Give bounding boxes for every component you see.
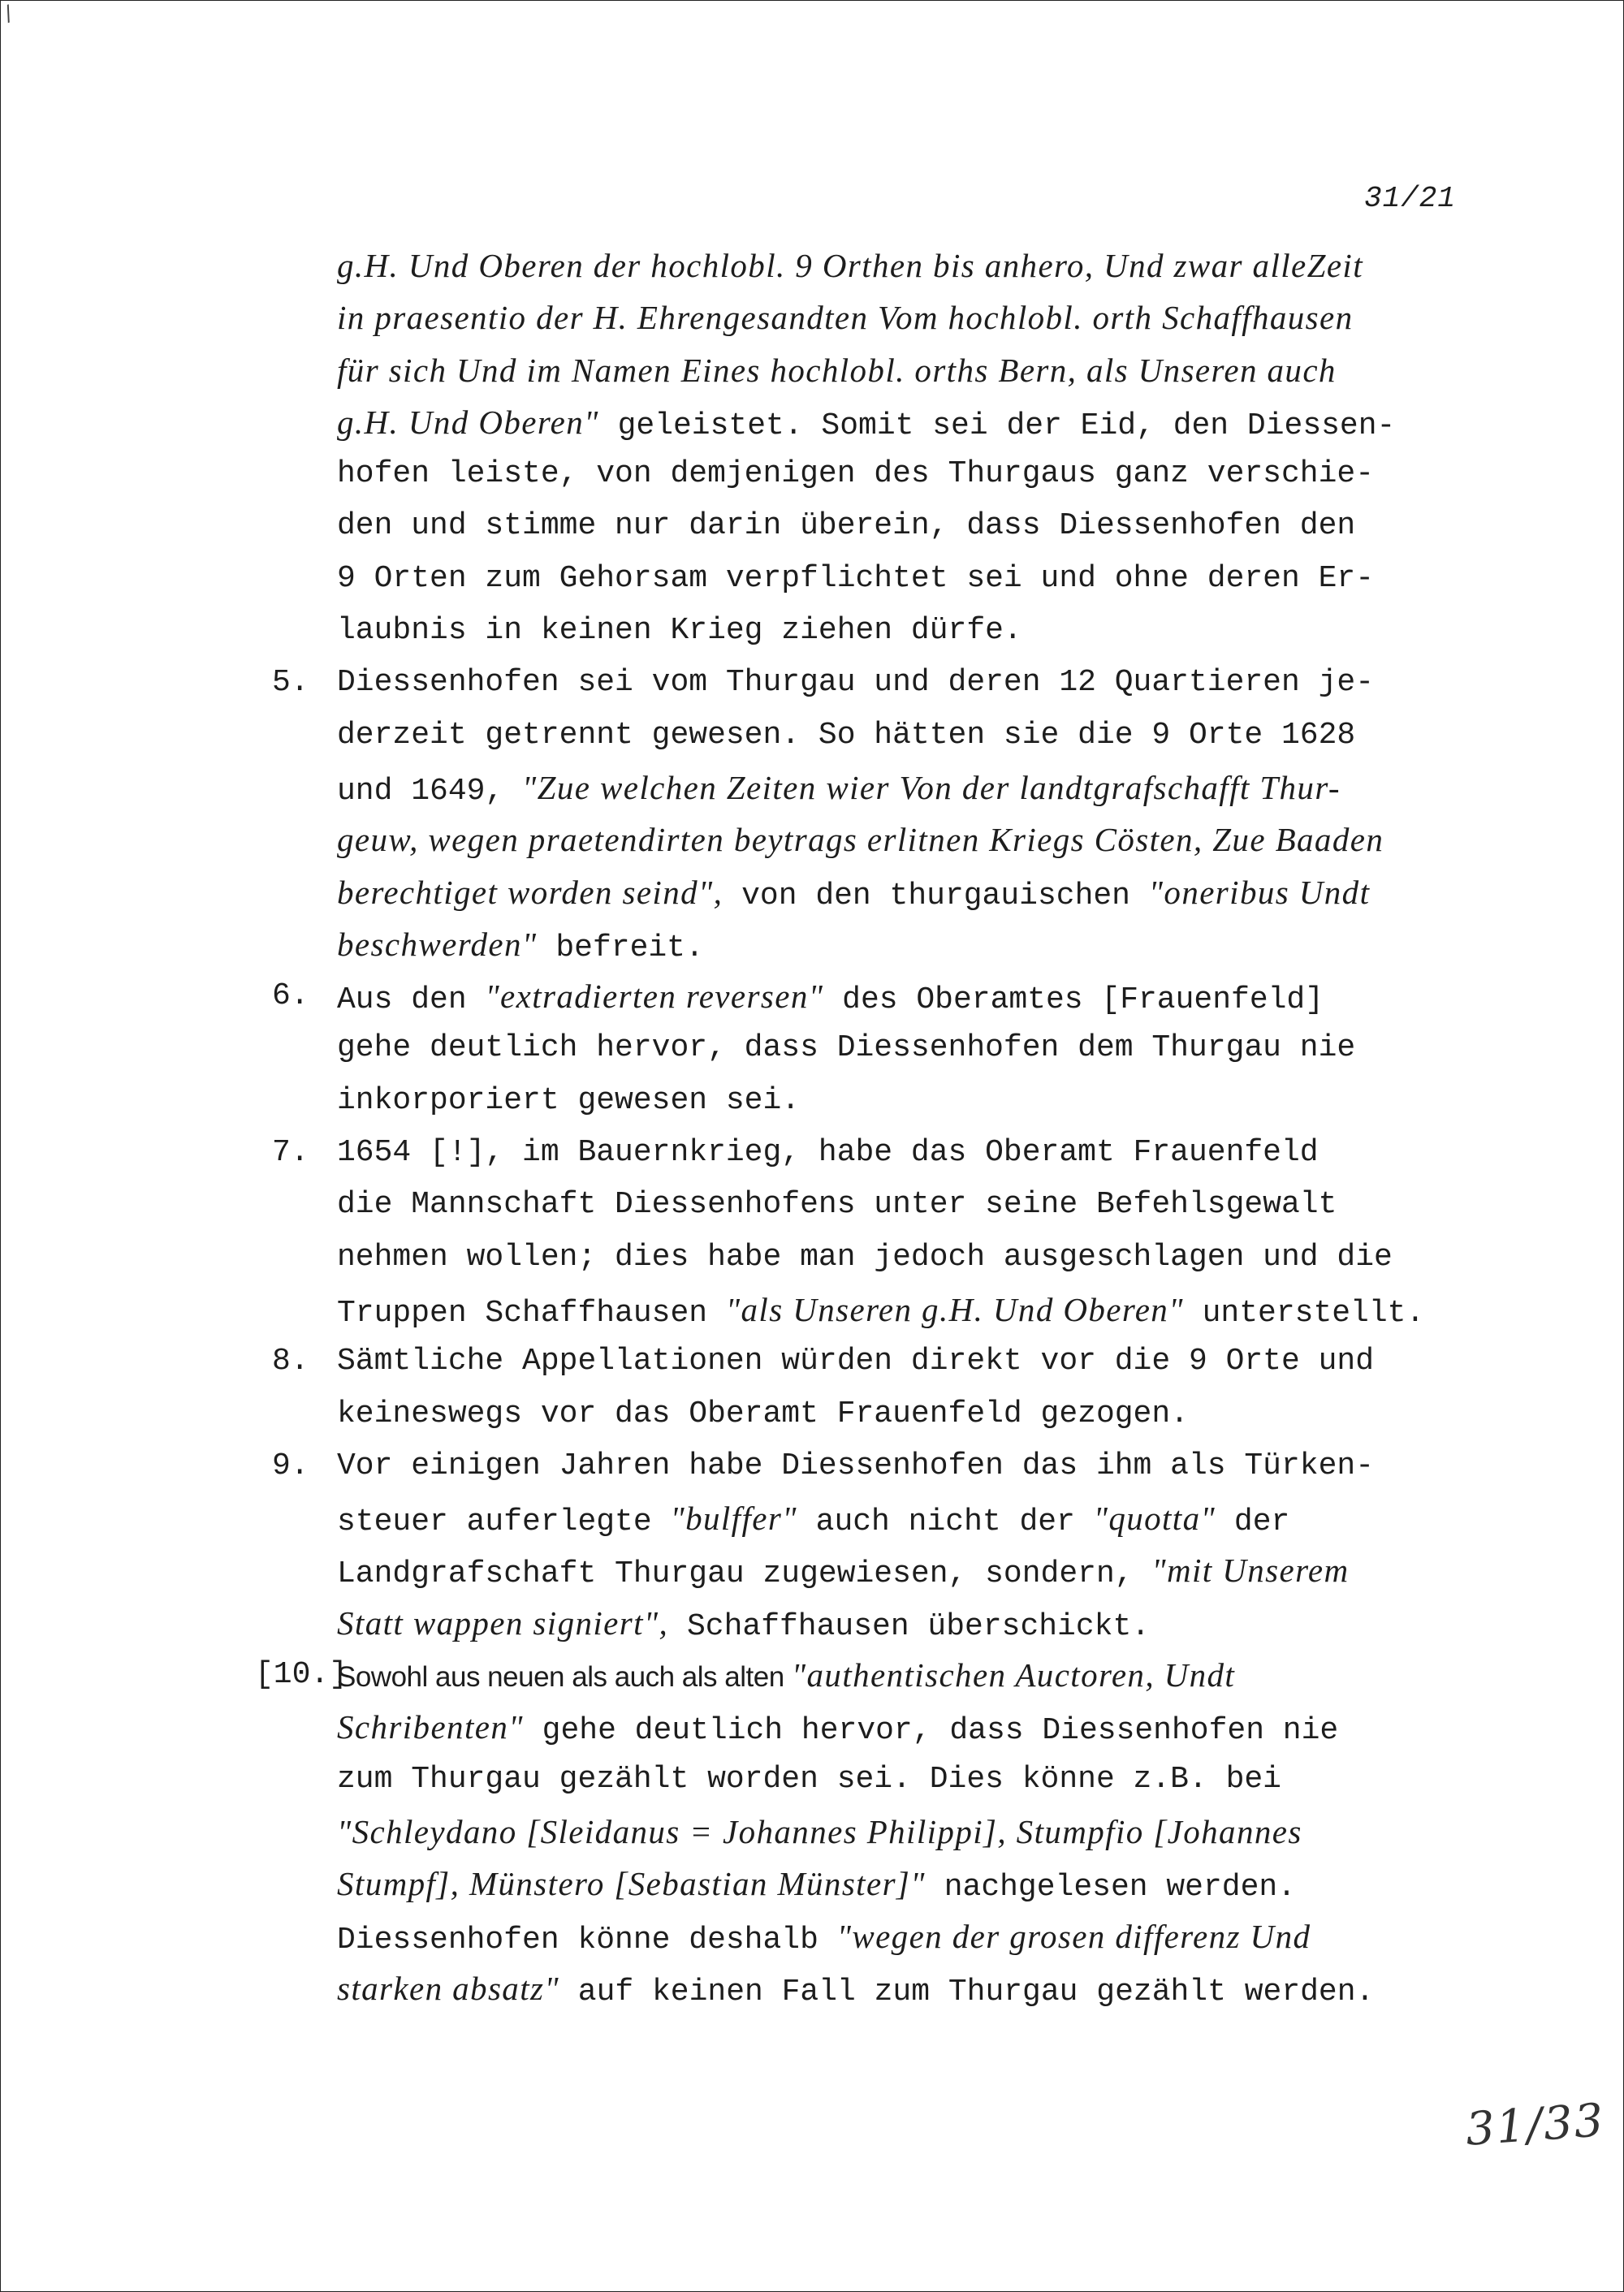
quote-span: "quotta" — [1093, 1500, 1216, 1538]
text-span: Sowohl aus neuen als auch als alten — [337, 1661, 792, 1694]
text-span: auf keinen Fall zum Thurgau gezählt werden. — [559, 1974, 1375, 2009]
quote-span: Schribenten" — [337, 1708, 524, 1746]
text-span: nachgelesen werden. — [925, 1870, 1296, 1906]
text-span: Schaffhausen überschickt. — [668, 1608, 1151, 1644]
quote-span: "als Unseren g.H. Und Oberen" — [725, 1290, 1184, 1328]
text-line: "Schleydano [Sleidanus = Johannes Philippi], Stumpfio [Johannes — [337, 1812, 1302, 1850]
text-line — [337, 1858, 1474, 1910]
quote-span: starken absatz" — [337, 1969, 559, 2007]
quote-span: "bulffer" — [670, 1500, 797, 1538]
corner-mark: / — [1, 1, 16, 27]
text-span: steuer auferlegte — [337, 1504, 671, 1540]
page-number: 31/21 — [1364, 182, 1457, 215]
text-line: den und stimme nur darin überein, dass Diessenhofen den — [337, 508, 1356, 544]
item-number: 7. — [272, 1135, 309, 1171]
text-line: Diessenhofen sei vom Thurgau und deren 12 Quartieren je- — [337, 665, 1375, 701]
text-line: die Mannschaft Diessenhofens unter seine Befehlsgewalt — [337, 1187, 1337, 1223]
document-body — [255, 240, 1474, 2014]
text-line: geuw, wegen praetendirten beytrags erlitnen Kriegs Cösten, Zue Baaden — [337, 821, 1384, 859]
text-span: gehe deutlich hervor, dass Diessenhofen nie — [523, 1713, 1339, 1749]
text-line — [337, 1492, 1474, 1544]
quote-span: "mit Unserem — [1151, 1552, 1350, 1590]
text-span: Truppen Schaffhausen — [337, 1295, 726, 1331]
quote-span: beschwerden" — [337, 925, 538, 963]
quote-span: berechtiget worden seind", — [337, 873, 723, 911]
text-line: Vor einigen Jahren habe Diessenhofen das ihm als Türken- — [337, 1448, 1375, 1483]
text-line: laubnis in keinen Krieg ziehen dürfe. — [337, 613, 1022, 649]
list-item-9 — [272, 1440, 1474, 1649]
text-span: des Oberamtes [Frauenfeld] — [823, 982, 1324, 1018]
item-number: [10.] — [255, 1657, 348, 1693]
text-line: zum Thurgau gezählt worden sei. Dies könne z.B. bei — [337, 1761, 1281, 1797]
text-line: 9 Orten zum Gehorsam verpflichtet sei und ohne deren Er- — [337, 560, 1375, 596]
text-line: derzeit getrennt gewesen. So hätten sie die 9 Orte 1628 — [337, 717, 1356, 753]
paragraph-intro — [337, 240, 1474, 657]
text-span: geleistet. Somit sei der Eid, den Diessen- — [598, 408, 1396, 443]
quote-span: "oneribus Undt — [1148, 873, 1371, 911]
text-line: inkorporiert gewesen sei. — [337, 1082, 801, 1118]
text-line: 1654 [!], im Bauernkrieg, habe das Oberamt Frauenfeld — [337, 1135, 1319, 1171]
text-line: keineswegs vor das Oberamt Frauenfeld gezogen. — [337, 1396, 1189, 1431]
quote-span: Statt wappen signiert", — [337, 1604, 669, 1642]
handwritten-folio-number: 31/33 — [1463, 2094, 1607, 2156]
text-span: und 1649, — [337, 773, 523, 809]
text-line — [337, 1544, 1474, 1596]
quote-span: "extradierten reversen" — [485, 978, 824, 1016]
item-number: 8. — [272, 1344, 309, 1379]
list-item-5 — [272, 657, 1474, 970]
text-line — [337, 918, 1474, 970]
text-line — [337, 396, 1474, 448]
item-number: 9. — [272, 1448, 309, 1483]
item-number: 6. — [272, 978, 309, 1014]
text-line — [337, 1910, 1474, 1962]
text-line: g.H. Und Oberen der hochlobl. 9 Orthen bis anhero, Und zwar alleZeit — [337, 247, 1363, 284]
text-span: unterstellt. — [1183, 1295, 1425, 1331]
quote-span: "authentischen Auctoren, Undt — [791, 1656, 1236, 1694]
text-line: für sich Und im Namen Eines hochlobl. orths Bern, als Unseren auch — [337, 351, 1337, 389]
list-item-10 — [255, 1649, 1474, 2014]
list-item-8 — [272, 1336, 1474, 1440]
text-span: von den thurgauischen — [723, 878, 1149, 913]
quote-span: "Zue welchen Zeiten wier Von der landtgrafschafft Thur- — [522, 768, 1341, 806]
text-line — [337, 1701, 1474, 1753]
text-line: Sämtliche Appellationen würden direkt vor die 9 Orte und — [337, 1344, 1375, 1379]
text-line: hofen leiste, von demjenigen des Thurgaus ganz verschie- — [337, 456, 1375, 492]
text-span: Landgrafschaft Thurgau zugewiesen, sondern, — [337, 1556, 1152, 1592]
quote-span: g.H. Und Oberen" — [337, 403, 599, 441]
text-line: in praesentio der H. Ehrengesandten Vom hochlobl. orth Schaffhausen — [337, 299, 1354, 337]
text-line: gehe deutlich hervor, dass Diessenhofen dem Thurgau nie — [337, 1030, 1356, 1066]
text-line — [337, 970, 1474, 1022]
list-item-7 — [272, 1127, 1474, 1336]
text-line — [337, 1962, 1474, 2014]
text-line — [337, 762, 1474, 814]
text-line — [337, 1284, 1474, 1336]
text-line — [337, 1597, 1474, 1649]
quote-span: Stumpf], Münstero [Sebastian Münster]" — [337, 1865, 926, 1903]
quote-span: "wegen der grosen differenz Und — [836, 1917, 1311, 1955]
text-span: Diessenhofen könne deshalb — [337, 1922, 837, 1957]
text-line — [337, 1649, 1474, 1701]
list-item-6 — [272, 970, 1474, 1127]
item-number: 5. — [272, 665, 309, 701]
text-span: der — [1216, 1504, 1290, 1540]
text-line — [337, 866, 1474, 918]
text-span: befreit. — [537, 930, 704, 965]
text-span: Aus den — [337, 982, 486, 1018]
text-line: nehmen wollen; dies habe man jedoch ausgeschlagen und die — [337, 1239, 1393, 1275]
text-span: auch nicht der — [797, 1504, 1094, 1540]
